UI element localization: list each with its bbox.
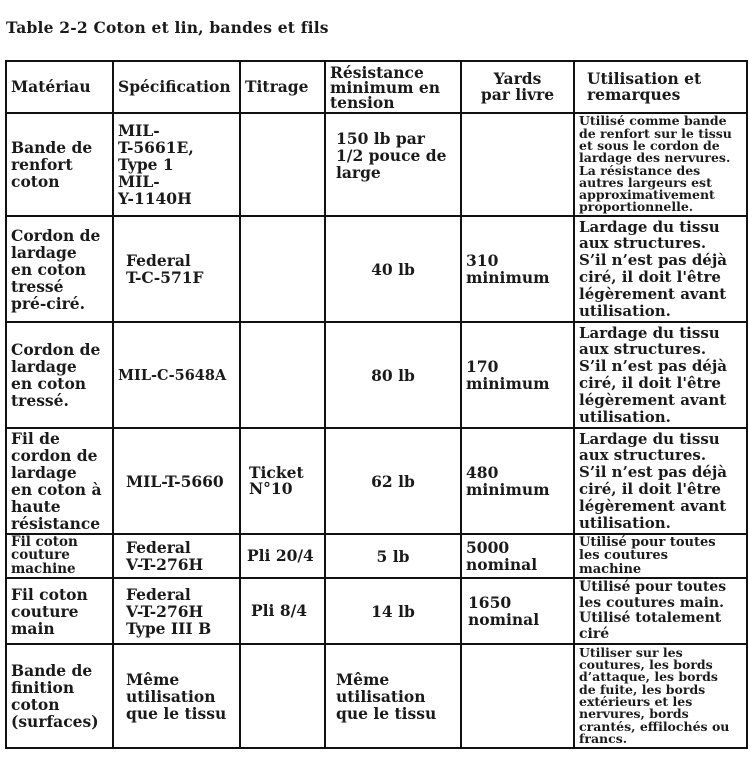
cell-titrage bbox=[240, 113, 325, 216]
table-row bbox=[6, 428, 747, 534]
table-row bbox=[6, 534, 747, 578]
header-row bbox=[6, 61, 747, 113]
cell-usage: Utilisé pour toutes les coutures main. Utilisé totalement ciré bbox=[574, 578, 747, 644]
table-row bbox=[6, 322, 747, 428]
cell-usage: Utilisé comme bande de renfort sur le tissu et sous le cordon de lardage des nervures. La résistance des autres largeurs est approximativement proportionnelle. bbox=[574, 113, 747, 216]
cell-resistance: 62 lb bbox=[325, 428, 461, 534]
cell-yards bbox=[461, 113, 574, 216]
cell-material: Cordon de lardage en coton tressé. bbox=[6, 322, 113, 428]
table-row bbox=[6, 644, 747, 748]
cell-resistance: 5 lb bbox=[325, 534, 461, 578]
table-row bbox=[6, 216, 747, 322]
cell-yards: 480 minimum bbox=[461, 428, 574, 534]
cell-spec: MIL-C-5648A bbox=[113, 322, 240, 428]
cell-yards: 310 minimum bbox=[461, 216, 574, 322]
cell-titrage bbox=[240, 216, 325, 322]
cell-resistance: 80 lb bbox=[325, 322, 461, 428]
cell-spec: Même utilisation que le tissu bbox=[113, 644, 240, 748]
cell-yards: 5000 nominal bbox=[461, 534, 574, 578]
cell-spec: MIL-T-5660 bbox=[113, 428, 240, 534]
table-row bbox=[6, 578, 747, 644]
header-spec: Spécification bbox=[113, 61, 240, 113]
header-resistance: Résistance minimum en tension bbox=[325, 61, 461, 113]
cell-yards bbox=[461, 644, 574, 748]
cell-titrage: Pli 8/4 bbox=[240, 578, 325, 644]
cell-usage: Utilisé pour toutes les coutures machine bbox=[574, 534, 747, 578]
header-yards: Yards par livre bbox=[461, 61, 574, 113]
cell-usage: Utiliser sur les coutures, les bords d’attaque, les bords de fuite, les bords extérieurs et les nervures, bords crantés, effilochés ou francs. bbox=[574, 644, 747, 748]
materials-table bbox=[5, 60, 748, 749]
cell-resistance: 14 lb bbox=[325, 578, 461, 644]
cell-yards: 1650 nominal bbox=[461, 578, 574, 644]
cell-titrage bbox=[240, 322, 325, 428]
cell-material: Fil coton couture machine bbox=[6, 534, 113, 578]
cell-yards: 170 minimum bbox=[461, 322, 574, 428]
cell-usage: Lardage du tissu aux structures. S’il n’est pas déjà ciré, il doit l'être légèrement avant utilisation. bbox=[574, 216, 747, 322]
cell-resistance: Même utilisation que le tissu bbox=[325, 644, 461, 748]
table-title: Table 2-2 Coton et lin, bandes et fils bbox=[6, 18, 329, 37]
cell-spec: Federal V-T-276H Type III B bbox=[113, 578, 240, 644]
header-titrage: Titrage bbox=[240, 61, 325, 113]
cell-titrage: Ticket N°10 bbox=[240, 428, 325, 534]
cell-resistance: 150 lb par 1/2 pouce de large bbox=[325, 113, 461, 216]
header-usage: Utilisation et remarques bbox=[574, 61, 747, 113]
cell-spec: Federal T-C-571F bbox=[113, 216, 240, 322]
cell-material: Fil coton couture main bbox=[6, 578, 113, 644]
cell-usage: Lardage du tissu aux structures. S’il n’est pas déjà ciré, il doit l'être légèrement avant utilisation. bbox=[574, 428, 747, 534]
cell-spec: MIL- T-5661E, Type 1 MIL- Y-1140H bbox=[113, 113, 240, 216]
cell-material: Cordon de lardage en coton tressé pré-ciré. bbox=[6, 216, 113, 322]
cell-material: Fil de cordon de lardage en coton à haute résistance bbox=[6, 428, 113, 534]
cell-spec: Federal V-T-276H bbox=[113, 534, 240, 578]
cell-material: Bande de finition coton (surfaces) bbox=[6, 644, 113, 748]
table-row bbox=[6, 113, 747, 216]
cell-material: Bande de renfort coton bbox=[6, 113, 113, 216]
cell-titrage bbox=[240, 644, 325, 748]
cell-titrage: Pli 20/4 bbox=[240, 534, 325, 578]
cell-usage: Lardage du tissu aux structures. S’il n’est pas déjà ciré, il doit l'être légèrement avant utilisation. bbox=[574, 322, 747, 428]
cell-resistance: 40 lb bbox=[325, 216, 461, 322]
header-material: Matériau bbox=[6, 61, 113, 113]
